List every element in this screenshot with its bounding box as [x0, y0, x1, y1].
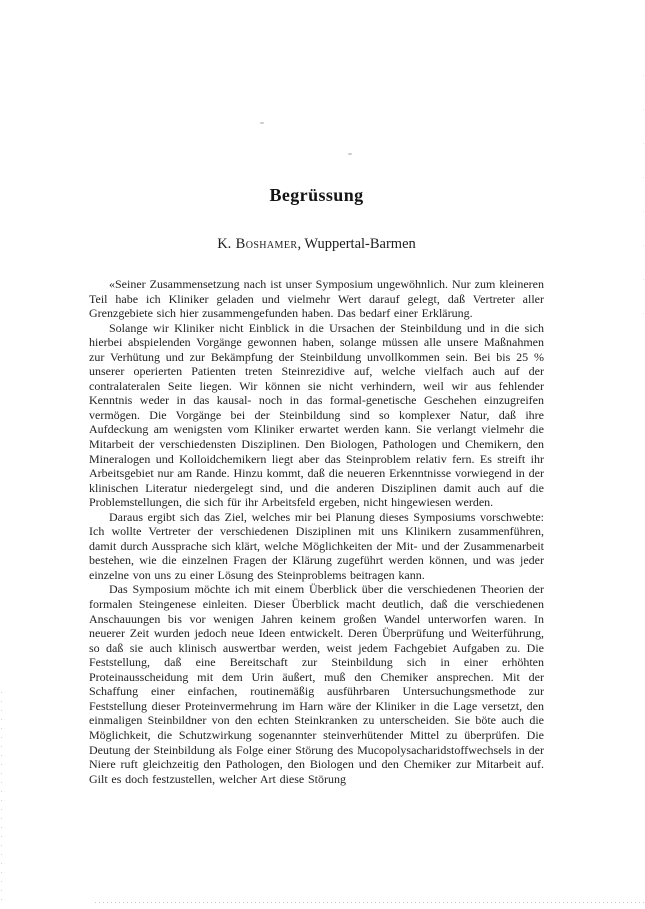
scan-artifact-left-dotted-edge — [1, 692, 2, 907]
author-surname: Boshamer — [235, 236, 298, 252]
body-text — [89, 277, 544, 786]
author-affiliation: , Wuppertal-Barmen — [297, 236, 416, 252]
scan-artifact-speck — [260, 122, 264, 124]
paragraph-4: Das Symposium möchte ich mit einem Überblick über die verschiedenen Theorien der formalen Steingenese einleiten. Dieser Überblick macht deutlich, daß die verschiedenen Anschauungen bis vor wenigen Jahren keinem großen Wandel unterworfen waren. In neuerer Zeit wurden jedoch neue Ideen entwickelt. Deren Überprüfung und Weiterführung, so daß sie auch klinisch auswertbar werden, weist jedem Fachgebiet Aufgaben zu. Die Feststellung, daß eine Bereitschaft zur Steinbildung sich in einer erhöhten Proteinausscheidung mit dem Urin äußert, muß den Chemiker ansprechen. Mit der Schaffung einer einfachen, routinemäßig ausführbaren Untersuchungsmethode zur Feststellung dieser Proteinvermehrung im Harn wäre der Kliniker in die Lage versetzt, den einmaligen Steinbildner von den echten Steinkranken zu unterscheiden. Sie böte auch die Möglichkeit, die Schutzwirkung sogenannter steinverhütender Mittel zu überprüfen. Die Deutung der Steinbildung als Folge einer Störung des Mucopolysacharidstoffwechsels in der Niere ruft gleichzeitig den Pathologen, den Biologen und den Chemiker zur Mitarbeit auf. Gilt es doch festzustellen, welcher Art diese Störung — [89, 582, 544, 786]
paragraph-2: Solange wir Kliniker nicht Einblick in die Ursachen der Steinbildung und in die sich hierbei abspielenden Vorgänge gewonnen haben, solange müssen alle unsere Maßnahmen zur Verhütung und zur Bekämpfung der Steinbildung unvollkommen sein. Bei bis 25 % unserer operierten Patienten treten Steinrezidive auf, welche vielfach auch auf der contralateralen Seite liegen. Wir können sie nicht verhindern, weil wir aus fehlender Kenntnis weder in das kausal- noch in das formal-genetische Geschehen einzugreifen vermögen. Die Vorgänge bei der Steinbildung sind so komplexer Natur, daß ihre Aufdeckung am wenigsten vom Kliniker erwartet werden kann. Sie verlangt vielmehr die Mitarbeit der verschiedensten Disziplinen. Den Biologen, Pathologen und Chemikern, den Mineralogen und Kolloidchemikern liegt aber das Steinproblem relativ fern. Es streift ihr Arbeitsgebiet nur am Rande. Hinzu kommt, daß die neueren Erkenntnisse vorwiegend in der klinischen Literatur niedergelegt sind, und die anderen Disziplinen damit auch auf die Problemstellungen, die sich für ihr Arbeitsfeld ergeben, nicht hingewiesen werden. — [89, 320, 544, 510]
paragraph-3: Daraus ergibt sich das Ziel, welches mir bei Planung dieses Symposiums vorschwebte: Ich wollte Vertreter der verschiedenen Disziplinen mit uns Klinikern zusammenführen, damit durch Aussprache sich klärt, welche Möglichkeiten der Mit- und der Zusammenarbeit bestehen, wie die einzelnen Fragen der Klärung zugeführt werden können, und was jeder einzelne von uns zu einer Lösung des Steinproblems beitragen kann. — [89, 509, 544, 582]
paragraph-1: «Seiner Zusammensetzung nach ist unser Symposium ungewöhnlich. Nur zum kleineren Teil habe ich Kliniker geladen und vielmehr Wert darauf gelegt, daß Vertreter aller Grenzgebiete sich hier zusammengefunden haben. Das bedarf einer Erklärung. — [89, 277, 544, 321]
author-initials: K. — [217, 236, 232, 252]
scan-artifact-speck — [348, 153, 352, 155]
author-line — [89, 236, 544, 253]
scan-artifact-bottom-dotted-line — [95, 902, 645, 903]
scan-artifact-right-dotted-edge — [643, 75, 644, 335]
page-title: Begrüssung — [269, 185, 364, 205]
